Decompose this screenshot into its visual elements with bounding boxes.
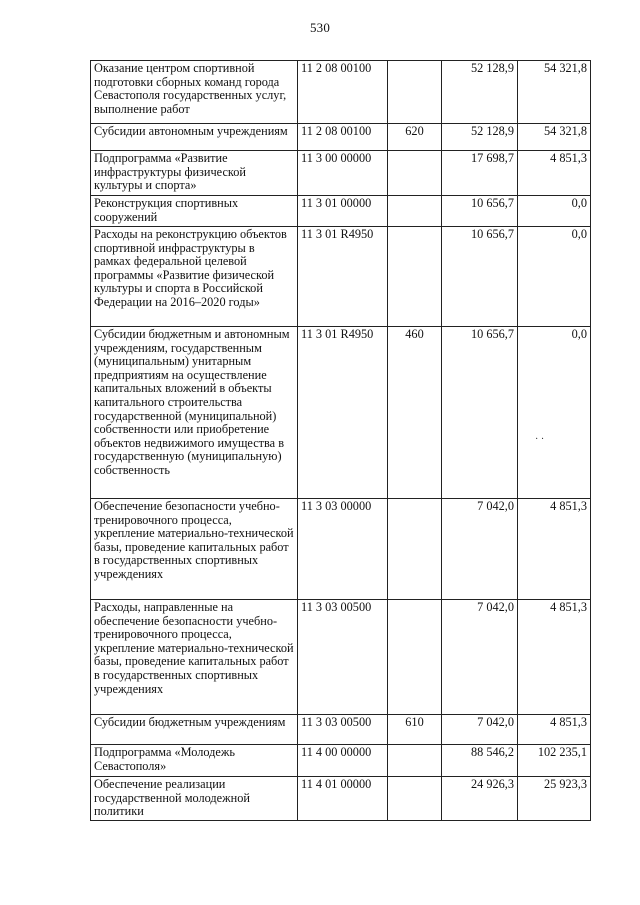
- row-expense-type: [388, 151, 442, 196]
- row-expense-type: 610: [388, 715, 442, 745]
- row-code: 11 4 01 00000: [298, 777, 388, 821]
- row-amount-year1: 7 042,0: [442, 499, 518, 600]
- row-expense-type: [388, 227, 442, 327]
- row-name: Субсидии бюджетным учреждениям: [91, 715, 298, 745]
- row-expense-type: 620: [388, 124, 442, 151]
- row-amount-year2: 4 851,3: [518, 715, 591, 745]
- row-amount-year1: 52 128,9: [442, 124, 518, 151]
- table-row: [91, 600, 591, 715]
- table-row: [91, 151, 591, 196]
- table-row: [91, 499, 591, 600]
- row-code: 11 3 03 00000: [298, 499, 388, 600]
- row-expense-type: [388, 499, 442, 600]
- table-row: [91, 745, 591, 777]
- row-name: Подпрограмма «Развитие инфраструктуры физической культуры и спорта»: [91, 151, 298, 196]
- row-name: Субсидии автономным учреждениям: [91, 124, 298, 151]
- row-name: Обеспечение реализации государственной молодежной политики: [91, 777, 298, 821]
- row-amount-year1: 10 656,7: [442, 227, 518, 327]
- row-expense-type: [388, 196, 442, 227]
- row-name: Субсидии бюджетным и автономным учреждениям, государственным (муниципальным) унитарным предприятиям на осуществление капитальных вложений в объекты капитального строительства государственной (муниципальной) собственности или приобретение объектов недвижимого имущества в государственную (муниципальную) собственность: [91, 327, 298, 499]
- row-expense-type: [388, 600, 442, 715]
- scan-speck: · ·: [535, 434, 545, 445]
- row-amount-year1: 24 926,3: [442, 777, 518, 821]
- table-row: [91, 196, 591, 227]
- row-code: 11 2 08 00100: [298, 61, 388, 124]
- budget-table: [90, 60, 591, 821]
- table-row: [91, 327, 591, 499]
- row-amount-year1: 17 698,7: [442, 151, 518, 196]
- row-amount-year2: 54 321,8: [518, 61, 591, 124]
- row-amount-year1: 10 656,7: [442, 196, 518, 227]
- row-name: Оказание центром спортивной подготовки сборных команд города Севастополя государственных услуг, выполнение работ: [91, 61, 298, 124]
- table-row: [91, 777, 591, 821]
- row-amount-year2: 4 851,3: [518, 600, 591, 715]
- page-number: 530: [309, 20, 331, 35]
- row-amount-year1: 52 128,9: [442, 61, 518, 124]
- row-amount-year1: 88 546,2: [442, 745, 518, 777]
- row-name: Расходы на реконструкцию объектов спортивной инфраструктуры в рамках федеральной целевой программы «Развитие физической культуры и спорта в Российской Федерации на 2016–2020 годы»: [91, 227, 298, 327]
- row-code: 11 3 03 00500: [298, 600, 388, 715]
- row-code: 11 2 08 00100: [298, 124, 388, 151]
- row-amount-year2: 0,0: [518, 227, 591, 327]
- row-amount-year2: 25 923,3: [518, 777, 591, 821]
- row-amount-year2: 0,0: [518, 327, 591, 499]
- row-code: 11 4 00 00000: [298, 745, 388, 777]
- row-expense-type: 460: [388, 327, 442, 499]
- row-amount-year2: 102 235,1: [518, 745, 591, 777]
- table-row: [91, 715, 591, 745]
- row-expense-type: [388, 61, 442, 124]
- row-amount-year1: 7 042,0: [442, 600, 518, 715]
- row-amount-year2: 0,0: [518, 196, 591, 227]
- row-code: 11 3 01 R4950: [298, 327, 388, 499]
- row-name: Реконструкция спортивных сооружений: [91, 196, 298, 227]
- row-amount-year1: 10 656,7: [442, 327, 518, 499]
- table-row: [91, 227, 591, 327]
- row-amount-year1: 7 042,0: [442, 715, 518, 745]
- table-row: [91, 61, 591, 124]
- table-row: [91, 124, 591, 151]
- row-code: 11 3 01 R4950: [298, 227, 388, 327]
- row-amount-year2: 4 851,3: [518, 499, 591, 600]
- row-amount-year2: 4 851,3: [518, 151, 591, 196]
- row-code: 11 3 01 00000: [298, 196, 388, 227]
- row-expense-type: [388, 745, 442, 777]
- row-name: Обеспечение безопасности учебно-тренировочного процесса, укрепление материально-технической базы, проведение капитальных работ в государственных спортивных учреждениях: [91, 499, 298, 600]
- row-code: 11 3 03 00500: [298, 715, 388, 745]
- row-expense-type: [388, 777, 442, 821]
- row-code: 11 3 00 00000: [298, 151, 388, 196]
- row-name: Расходы, направленные на обеспечение безопасности учебно-тренировочного процесса, укрепление материально-технической базы, проведение капитальных работ в государственных спортивных учреждениях: [91, 600, 298, 715]
- row-amount-year2: 54 321,8: [518, 124, 591, 151]
- row-name: Подпрограмма «Молодежь Севастополя»: [91, 745, 298, 777]
